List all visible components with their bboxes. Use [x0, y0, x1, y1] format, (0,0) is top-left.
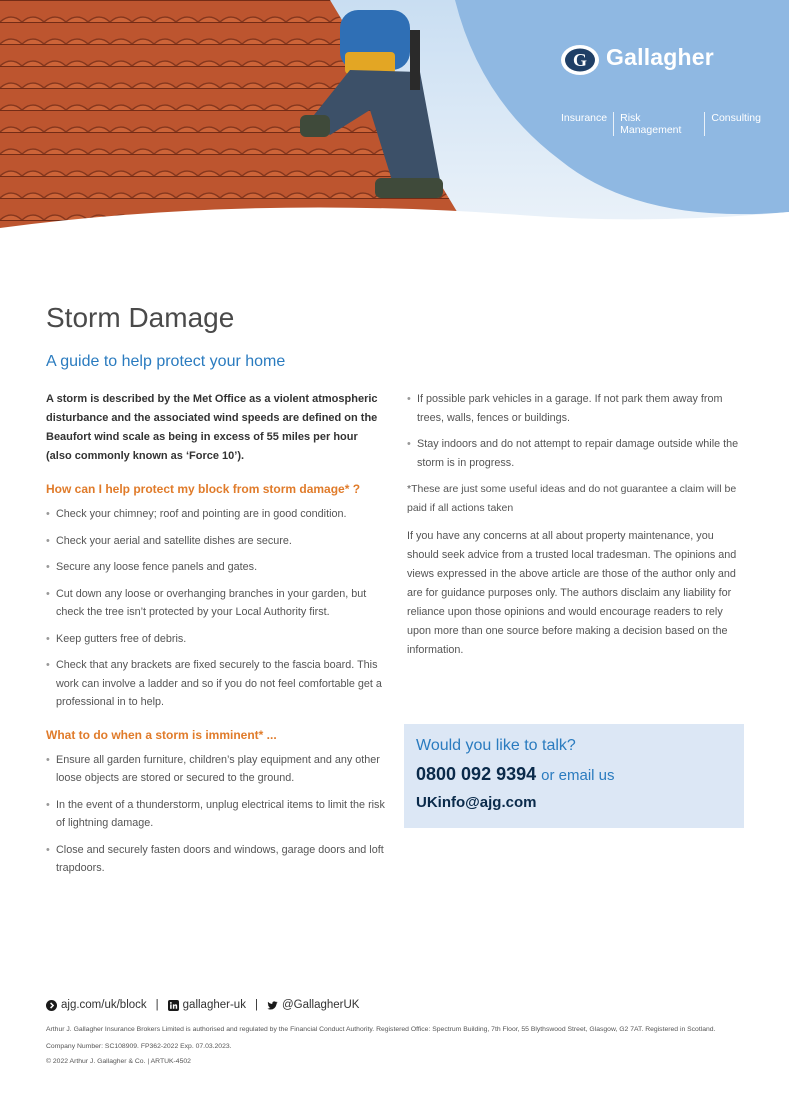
legal-text: Arthur J. Gallagher Insurance Brokers Limited is authorised and regulated by the Financial Conduct Authority. Registered Office: Spectrum Building, 7th Floor, 55 Blythswood Street, Glasgow, G2 7AT. Registered in Scotland. Company Number: SC108909. FP362-2022 Exp. 07.03.2023.	[46, 1026, 716, 1050]
disclaimer-paragraph: If you have any concerns at all about property maintenance, you should seek advice from a trusted local tradesman. The opinions and views expressed in the above article are those of the author only and are for guidance purposes only. The authors disclaim any liability for reliance upon those opinions and would encourage readers to rely upon more than one source before making a decision based on the information.	[407, 530, 737, 656]
svg-text:G: G	[572, 50, 588, 70]
list-item: • Check your chimney; roof and pointing are in good condition.	[46, 505, 386, 524]
left-column	[46, 390, 386, 886]
footer-separator: |	[155, 999, 159, 1011]
contact-question: Would you like to talk?	[416, 737, 576, 754]
imminent-list-continued	[407, 390, 747, 472]
arrow-circle-icon	[46, 1000, 57, 1011]
copyright-text: © 2022 Arthur J. Gallagher & Co. | ARTUK-4502	[46, 1058, 191, 1065]
imminent-list	[46, 751, 386, 878]
tagline-risk-management: Risk Management	[613, 112, 704, 136]
page-title: Storm Damage	[46, 302, 235, 333]
brand-tagline	[555, 112, 767, 136]
list-item: • Cut down any loose or overhanging branches in your garden, but check the tree isn’t protected by your Local Authority first.	[46, 585, 386, 622]
header-banner	[0, 0, 789, 250]
section-heading-protect: How can I help protect my block from storm damage* ?	[46, 482, 361, 496]
twitter-icon	[267, 1000, 278, 1011]
tagline-consulting: Consulting	[704, 112, 767, 136]
contact-box	[404, 724, 744, 828]
footer-separator: |	[254, 999, 258, 1011]
right-column	[407, 390, 747, 660]
list-item: • Close and securely fasten doors and windows, garage doors and loft trapdoors.	[46, 841, 386, 878]
footer-links	[46, 999, 359, 1011]
intro-paragraph: A storm is described by the Met Office as a violent atmospheric disturbance and the associated wind speeds are defined on the Beaufort wind scale as being in excess of 55 miles per hour (also commonly known as ‘Force 10’).	[46, 393, 378, 462]
footnote: *These are just some useful ideas and do not guarantee a claim will be paid if all actions taken	[407, 483, 737, 514]
twitter-link[interactable]: @GallagherUK	[281, 999, 360, 1011]
gallagher-logo-icon	[560, 44, 600, 76]
contact-phone-line	[416, 764, 615, 785]
gallagher-logo[interactable]	[560, 44, 760, 71]
list-item: • Keep gutters free of debris.	[46, 630, 386, 649]
list-item: • Ensure all garden furniture, children’s play equipment and any other loose objects are stored or secured to the ground.	[46, 751, 386, 788]
list-item: • Secure any loose fence panels and gates.	[46, 558, 386, 577]
linkedin-link[interactable]: gallagher-uk	[182, 999, 246, 1011]
linkedin-icon	[168, 1000, 179, 1011]
website-link[interactable]: ajg.com/uk/block	[61, 999, 147, 1011]
brand-name: Gallagher	[606, 44, 714, 70]
tagline-insurance: Insurance	[561, 112, 608, 124]
list-item: • Check that any brackets are fixed securely to the fascia board. This work can involve a ladder and so if you do not feel comfortable get a professional in to help.	[46, 656, 386, 712]
list-item: • Check your aerial and satellite dishes are secure.	[46, 532, 386, 551]
protect-list	[46, 505, 386, 712]
list-item: • In the event of a thunderstorm, unplug electrical items to limit the risk of lightning damage.	[46, 796, 386, 833]
section-heading-imminent: What to do when a storm is imminent* ...	[46, 727, 277, 742]
list-item: • Stay indoors and do not attempt to repair damage outside while the storm is in progress.	[407, 435, 747, 472]
list-item: • If possible park vehicles in a garage. If not park them away from trees, walls, fences or buildings.	[407, 390, 747, 427]
phone-number[interactable]: 0800 092 9394	[416, 764, 537, 784]
or-email-text: or email us	[541, 767, 615, 784]
page-subtitle: A guide to help protect your home	[46, 353, 286, 370]
email-link[interactable]: UKinfo@ajg.com	[416, 794, 537, 811]
